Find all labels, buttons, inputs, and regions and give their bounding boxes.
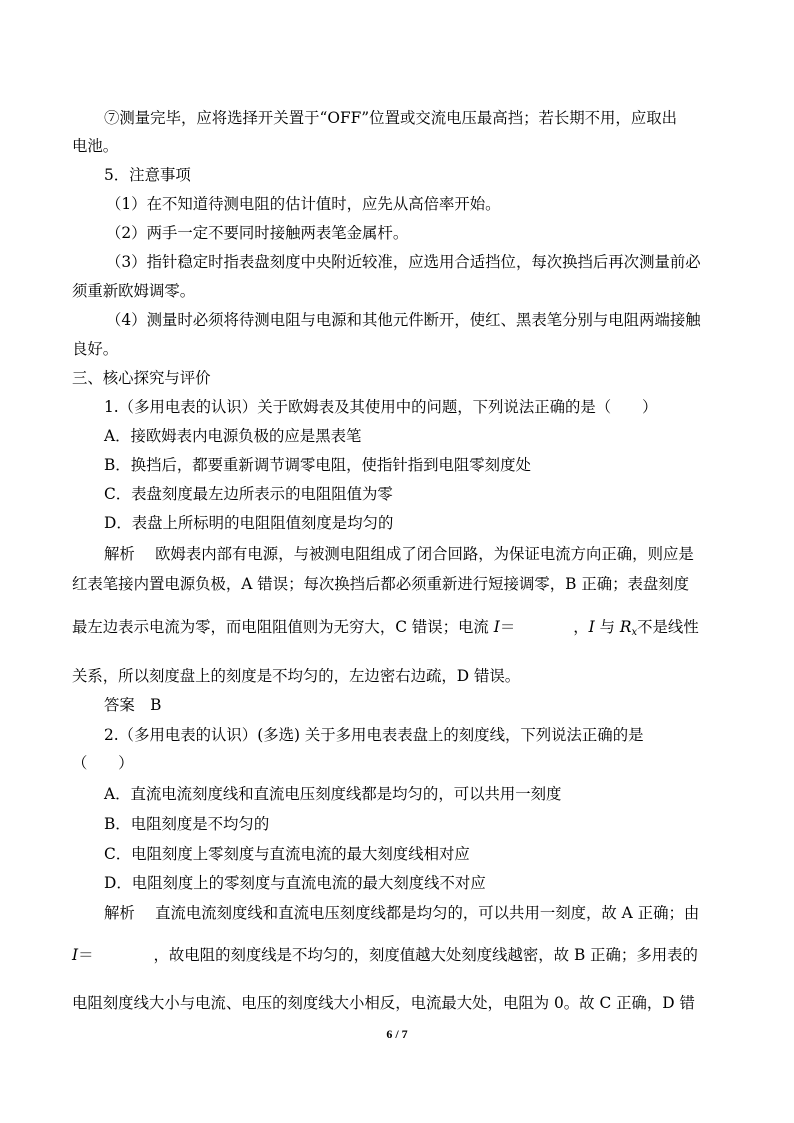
comma: ， (573, 618, 589, 636)
text-line: 须重新欧姆调零。 (72, 282, 196, 300)
option-c: C．表盘刻度最左边所表示的电阻阻值为零 (104, 485, 393, 503)
text-line: （4）测量时必须将待测电阻与电源和其他元件断开，使红、黑表笔分别与电阻两端接触 (106, 311, 701, 329)
text-line: （3）指针稳定时指表盘刻度中央附近较准，应选用合适挡位，每次换挡后再次测量前必 (106, 253, 701, 271)
analysis-segment: ，故电阻的刻度线是不均匀的，刻度值越大处刻度线越密，故 B 正确；多用表的 (153, 946, 698, 964)
analysis-text (72, 617, 699, 640)
answer-line: 答案 B (104, 696, 162, 714)
option-c: C．电阻刻度上零刻度与直流电流的最大刻度线相对应 (104, 845, 470, 863)
text-line: （2）两手一定不要同时接触两表笔金属杆。 (106, 224, 409, 242)
option-d: D．表盘上所标明的电阻阻值刻度是均匀的 (104, 514, 394, 532)
text-line: （1）在不知道待测电阻的估计值时，应先从高倍率开始。 (106, 195, 501, 213)
analysis-text: 关系，所以刻度盘上的刻度是不均匀的，左边密右边疏，D 错误。 (72, 667, 521, 685)
equals-sign: ＝ (499, 618, 516, 636)
answer-bracket: （ ） (72, 754, 134, 772)
text-line: ⑦测量完毕，应将选择开关置于“OFF”位置或交流电压最高挡；若长期不用，应取出 (104, 109, 677, 127)
analysis-text (72, 945, 698, 965)
analysis-text: 解析 欧姆表内部有电源，与被测电阻组成了闭合回路，为保证电流方向正确，则应是 (104, 545, 694, 563)
symbol-current: I (72, 946, 79, 964)
connector-text: 与 (594, 618, 620, 636)
option-a: A．接欧姆表内电源负极的应是黑表笔 (104, 427, 362, 445)
analysis-segment: 不是线性 (637, 618, 699, 636)
option-a: A．直流电流刻度线和直流电压刻度线都是均匀的，可以共用一刻度 (104, 785, 562, 803)
section-heading: 三、核心探究与评价 (72, 369, 211, 387)
analysis-text: 电阻刻度线大小与电流、电压的刻度线大小相反，电流最大处，电阻为 0。故 C 正确，D 错 (72, 994, 695, 1012)
page-number: 6 / 7 (386, 1027, 408, 1041)
question-stem: 1.（多用电表的认识）关于欧姆表及其使用中的问题，下列说法正确的是（ ） (104, 398, 658, 416)
text-line: 电池。 (72, 137, 119, 155)
symbol-current: I (588, 618, 595, 636)
question-stem: 2.（多用电表的认识）(多选) 关于多用电表表盘上的刻度线，下列说法正确的是 (104, 726, 644, 744)
equals-sign: ＝ (78, 946, 94, 964)
analysis-text: 红表笔接内置电源负极，A 错误；每次换挡后都必须重新进行短接调零，B 正确；表盘刻度 (72, 575, 690, 593)
section-heading: 5．注意事项 (104, 166, 191, 184)
symbol-resistance: R (619, 618, 632, 636)
analysis-segment: 最左边表示电流为零，而电阻阻值则为无穷大，C 错误；电流 (72, 618, 494, 636)
option-b: B．电阻刻度是不均匀的 (104, 815, 270, 833)
symbol-current: I (493, 618, 500, 636)
option-d: D．电阻刻度上的零刻度与直流电流的最大刻度线不对应 (104, 874, 486, 892)
analysis-text: 解析 直流电流刻度线和直流电压刻度线都是均匀的，可以共用一刻度，故 A 正确；由 (104, 904, 700, 922)
text-line: 良好。 (72, 340, 119, 358)
option-b: B．换挡后，都要重新调节调零电阻，使指针指到电阻零刻度处 (104, 456, 531, 474)
subscript-x: x (631, 627, 638, 638)
